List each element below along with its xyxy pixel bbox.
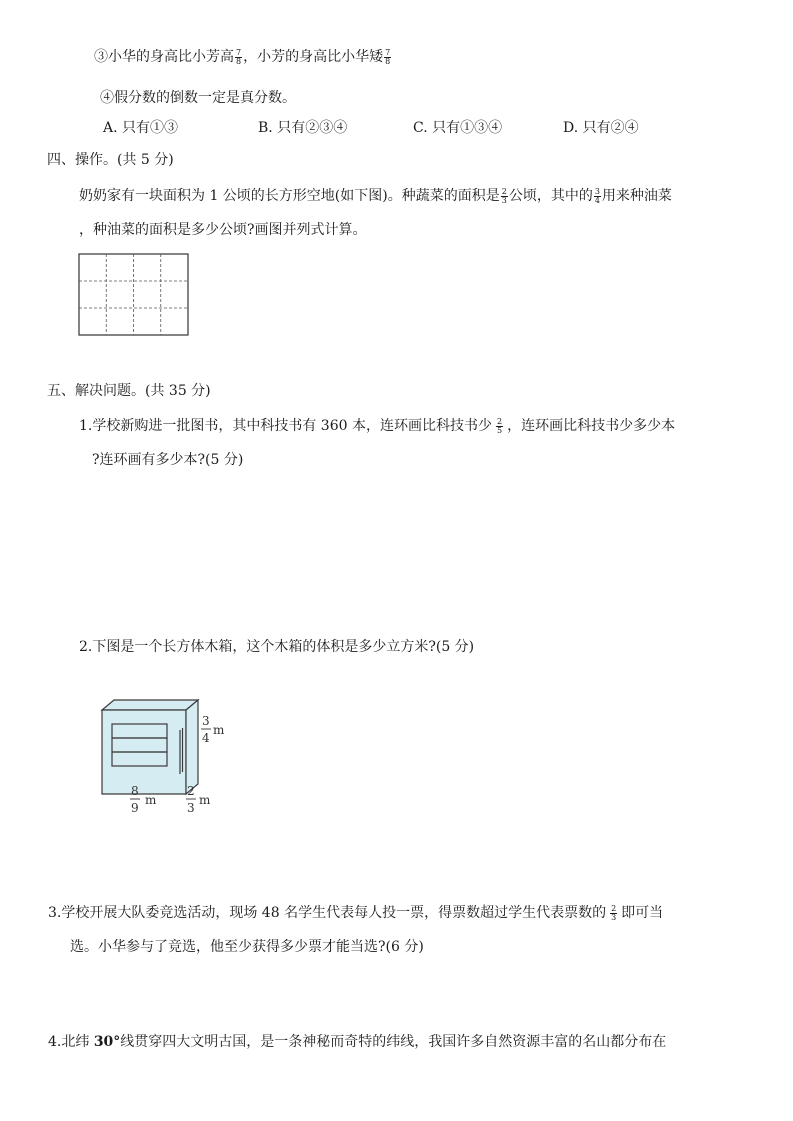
box-top-face [102,700,198,710]
width-den: 3 [187,801,195,815]
length-den: 9 [131,801,139,815]
height-den: 4 [202,731,210,745]
problem-3-line1: 3.学校开展大队委竞选活动，现场 48 名学生代表每人投一票，得票数超过学生代表票数的 $\frac{2}{3}$ 即可当 [48,903,664,922]
wooden-box-diagram [98,698,238,822]
section-4-title: 四、操作。(共 5 分) [47,152,174,168]
problem-1-line1: 1.学校新购进一批图书，其中科技书有 360 本，连环画比科技书少 $\frac{2}{5}$ ，连环画比科技书少多少本 [79,416,676,435]
length-num: 8 [131,784,139,798]
fraction: $\frac{7}{8}$ [385,47,391,66]
option-d: D. 只有②④ [563,120,639,136]
problem-4-line1: 4.北纬 30°线贯穿四大文明古国，是一条神秘而奇特的纬线，我国许多自然资源丰富的名山都分布在 [48,1034,667,1050]
width-num: 2 [187,784,195,798]
section-4-problem-line2: ，种油菜的面积是多少公顷?画图并列式计算。 [79,222,367,238]
statement-4: ④假分数的倒数一定是真分数。 [100,90,296,106]
grid-lines [79,254,188,335]
fraction: $\frac{3}{4}$ [594,186,600,205]
section-5-title: 五、解决问题。(共 35 分) [47,383,211,399]
problem-1-line2: ?连环画有多少本?(5 分) [92,452,244,468]
section-4-problem-line1: 奶奶家有一块面积为 1 公顷的长方形空地(如下图)。种蔬菜的面积是 $\frac{2}{3}$ 公顷，其中的 $\frac{3}{4}$ 用来种油菜 [79,186,672,205]
option-a: A. 只有①③ [103,120,179,136]
problem-3-line2: 选。小华参与了竞选，他至少获得多少票才能当选?(6 分) [70,939,424,955]
height-unit: m [213,723,225,737]
option-c: C. 只有①③④ [413,120,503,136]
statement-3: ③小华的身高比小芳高 $\frac{7}{8}$ ，小芳的身高比小华矮 $\frac{7}{8}$ [94,47,391,66]
width-unit: m [199,793,211,807]
height-num: 3 [202,714,210,728]
fraction: $\frac{2}{3}$ [501,186,507,205]
box-side-face [186,700,198,794]
fraction: $\frac{2}{5}$ [496,416,503,435]
option-b: B. 只有②③④ [258,120,348,136]
fraction: $\frac{2}{3}$ [611,903,617,922]
land-grid-diagram [78,253,190,337]
problem-2: 2.下图是一个长方体木箱，这个木箱的体积是多少立方米?(5 分) [79,639,475,655]
fraction: $\frac{7}{8}$ [236,47,242,66]
length-unit: m [145,793,157,807]
